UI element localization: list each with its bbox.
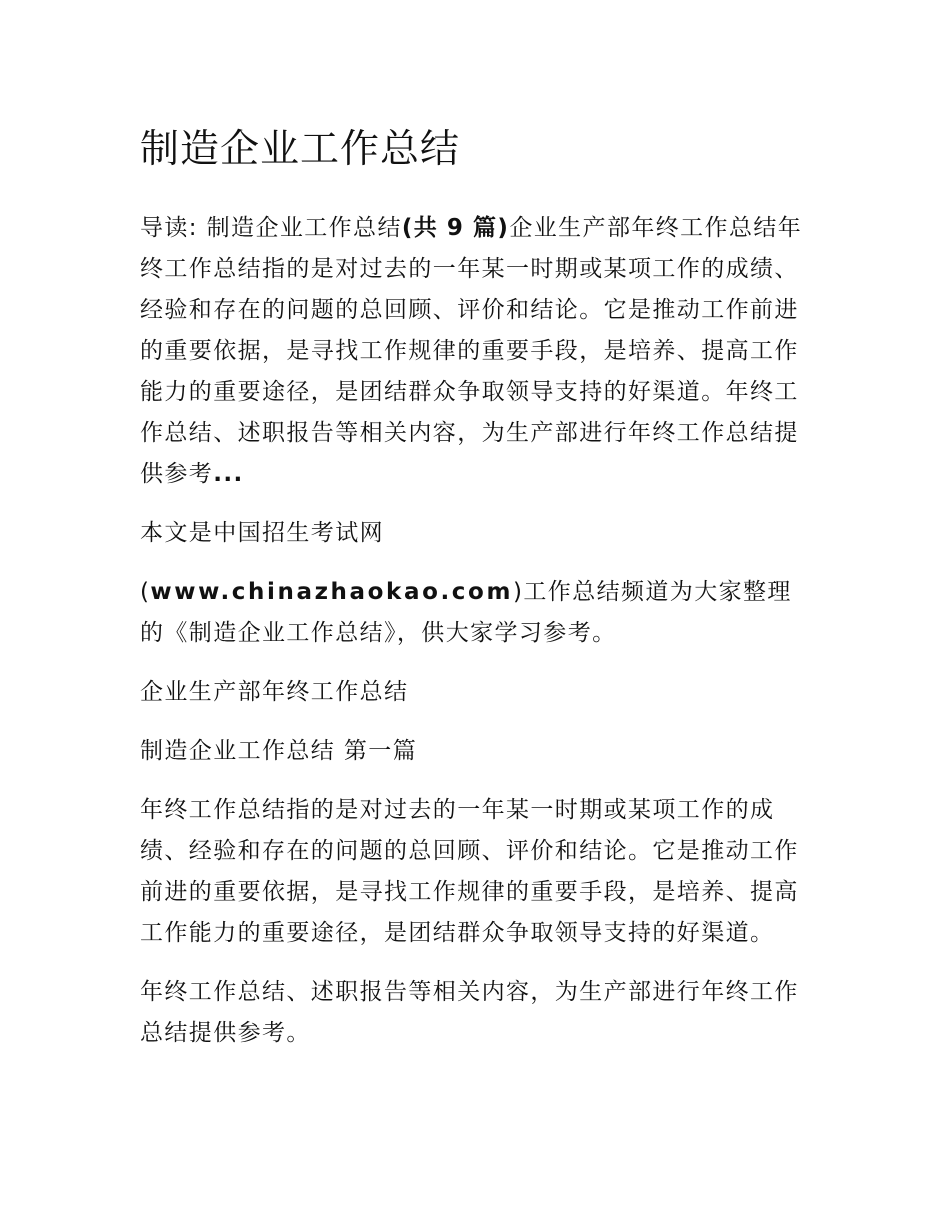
chapter-heading: 制造企业工作总结 第一篇 bbox=[140, 738, 418, 764]
source-url-link[interactable]: www.chinazhaokao.com bbox=[150, 579, 514, 605]
intro-count-open: (共 bbox=[401, 215, 439, 241]
intro-paragraph bbox=[140, 208, 810, 495]
intro-count: 9 bbox=[446, 215, 465, 241]
source-paren-open: ( bbox=[140, 579, 151, 605]
body-paragraph-1: 年终工作总结指的是对过去的一年某一时期或某项工作的成绩、经验和存在的问题的总回顾、评价和结论。它是推动工作前进的重要依据，是寻找工作规律的重要手段，是培养、提高工作能力的重要途径，是团结群众争取领导支持的好渠道。 bbox=[140, 797, 799, 946]
intro-text: 企业生产部年终工作总结年终工作总结指的是对过去的一年某一时期或某项工作的成绩、经验和存在的问题的总回顾、评价和结论。它是推动工作前进的重要依据，是寻找工作规律的重要手段，是培养、提高工作能力的重要途径，是团结群众争取领导支持的好渠道。年终工作总结、述职报告等相关内容，为生产部进行年终工作总结提供参考 bbox=[140, 215, 803, 487]
document-title: 制造企业工作总结 bbox=[140, 127, 461, 172]
body-paragraph-2: 年终工作总结、述职报告等相关内容，为生产部进行年终工作总结提供参考。 bbox=[140, 979, 799, 1046]
intro-count-close: 篇) bbox=[473, 215, 510, 241]
source-paragraph bbox=[140, 572, 810, 654]
section-heading: 企业生产部年终工作总结 bbox=[140, 679, 409, 705]
source-line: 本文是中国招生考试网 bbox=[140, 520, 384, 546]
document-page bbox=[140, 120, 810, 1072]
source-text: )工作总结频道为大家整理的《制造企业工作总结》，供大家学习参考。 bbox=[140, 579, 792, 646]
intro-ellipsis: ... bbox=[213, 461, 244, 487]
intro-label: 导读: 制造企业工作总结 bbox=[140, 215, 402, 241]
